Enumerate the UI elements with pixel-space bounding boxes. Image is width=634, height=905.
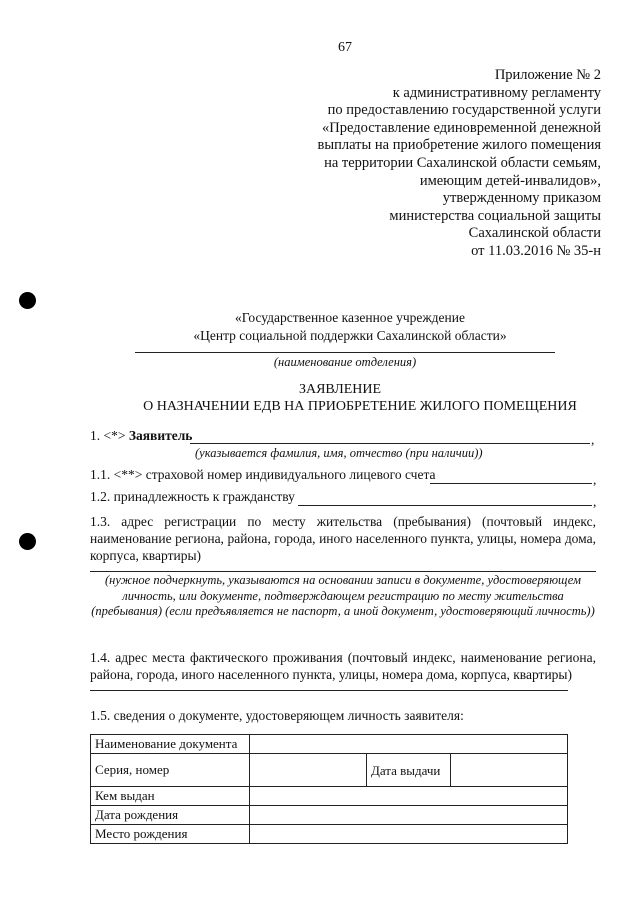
snils-input-line[interactable] bbox=[430, 483, 592, 484]
applicant-input-line[interactable] bbox=[190, 443, 590, 444]
cell-label: Кем выдан bbox=[91, 787, 250, 806]
id-doc-label: 1.5. сведения о документе, удостоверяющем личность заявителя: bbox=[90, 708, 464, 723]
cell-value[interactable] bbox=[250, 754, 367, 787]
id-document-table bbox=[90, 734, 568, 844]
actual-address-input-line[interactable] bbox=[90, 690, 568, 691]
department-caption: (наименование отделения) bbox=[273, 355, 417, 369]
comma: , bbox=[591, 432, 595, 447]
appendix-line: утвержденному приказом bbox=[442, 190, 601, 207]
punch-hole-bottom bbox=[19, 533, 36, 550]
applicant-label bbox=[90, 428, 192, 444]
snils-label: 1.1. <**> страховой номер индивидуального лицевого счета bbox=[90, 467, 436, 482]
punch-hole-top bbox=[19, 292, 36, 309]
department-line bbox=[135, 352, 555, 353]
reg-address-note: (нужное подчеркнуть, указываются на основании записи в документе, удостоверяющем личность, или документе, подтверждающем регистрацию по месту жительства (пребывания) (если предъявляется не паспорт, а иной документ, удостоверяющий личность)) bbox=[91, 573, 595, 618]
actual-address-label: 1.4. адрес места фактического проживания (почтовый индекс, наименование региона, района, города, иного населенного пункта, улицы, номера дома, корпуса, квартиры) bbox=[90, 650, 596, 682]
comma: , bbox=[593, 472, 597, 487]
appendix-line: на территории Сахалинской области семьям, bbox=[324, 154, 601, 171]
applicant-label-bold: Заявитель bbox=[128, 428, 193, 443]
applicant-caption: (указывается фамилия, имя, отчество (при наличии)) bbox=[195, 446, 483, 460]
cell-label: Дата рождения bbox=[91, 806, 250, 825]
comma: , bbox=[593, 494, 597, 509]
form-subtitle: О НАЗНАЧЕНИИ ЕДВ НА ПРИОБРЕТЕНИЕ ЖИЛОГО ПОМЕЩЕНИЯ bbox=[143, 399, 577, 414]
cell-value[interactable] bbox=[250, 735, 568, 754]
cell-label: Наименование документа bbox=[91, 735, 250, 754]
table-row bbox=[91, 825, 568, 844]
form-title: ЗАЯВЛЕНИЕ bbox=[298, 382, 382, 397]
appendix-line: имеющим детей-инвалидов», bbox=[419, 172, 601, 189]
cell-value[interactable] bbox=[250, 787, 568, 806]
appendix-line: министерства социальной защиты bbox=[389, 207, 601, 224]
appendix-block bbox=[318, 67, 601, 261]
cell-label: Место рождения bbox=[91, 825, 250, 844]
reg-address-label: 1.3. адрес регистрации по месту жительства (пребывания) (почтовый индекс, наименование региона, района, города, иного населенного пункта, улицы, номера дома, корпуса, квартиры) bbox=[90, 514, 596, 563]
appendix-line: к административному регламенту bbox=[392, 84, 601, 101]
appendix-line: выплаты на приобретение жилого помещения bbox=[317, 137, 601, 154]
cell-label: Дата выдачи bbox=[367, 754, 451, 787]
citizenship-label: 1.2. принадлежность к гражданству bbox=[90, 489, 295, 504]
institution-line-1: «Государственное казенное учреждение bbox=[234, 310, 465, 325]
cell-value[interactable] bbox=[451, 754, 568, 787]
page-number: 67 bbox=[338, 40, 352, 55]
institution-line-2: «Центр социальной поддержки Сахалинской области» bbox=[193, 328, 507, 343]
reg-address-input-line[interactable] bbox=[90, 571, 596, 572]
appendix-line: по предоставлению государственной услуги bbox=[327, 102, 601, 119]
table-row bbox=[91, 806, 568, 825]
cell-value[interactable] bbox=[250, 825, 568, 844]
appendix-line: от 11.03.2016 № 35-н bbox=[471, 242, 601, 259]
table-row bbox=[91, 754, 568, 787]
table-row bbox=[91, 787, 568, 806]
cell-label: Серия, номер bbox=[91, 754, 250, 787]
table-row bbox=[91, 735, 568, 754]
appendix-line: Приложение № 2 bbox=[494, 67, 601, 83]
appendix-line: «Предоставление единовременной денежной bbox=[322, 119, 601, 136]
applicant-prefix: 1. <*> bbox=[90, 428, 129, 443]
cell-value[interactable] bbox=[250, 806, 568, 825]
citizenship-input-line[interactable] bbox=[298, 505, 592, 506]
appendix-line: Сахалинской области bbox=[468, 225, 601, 242]
